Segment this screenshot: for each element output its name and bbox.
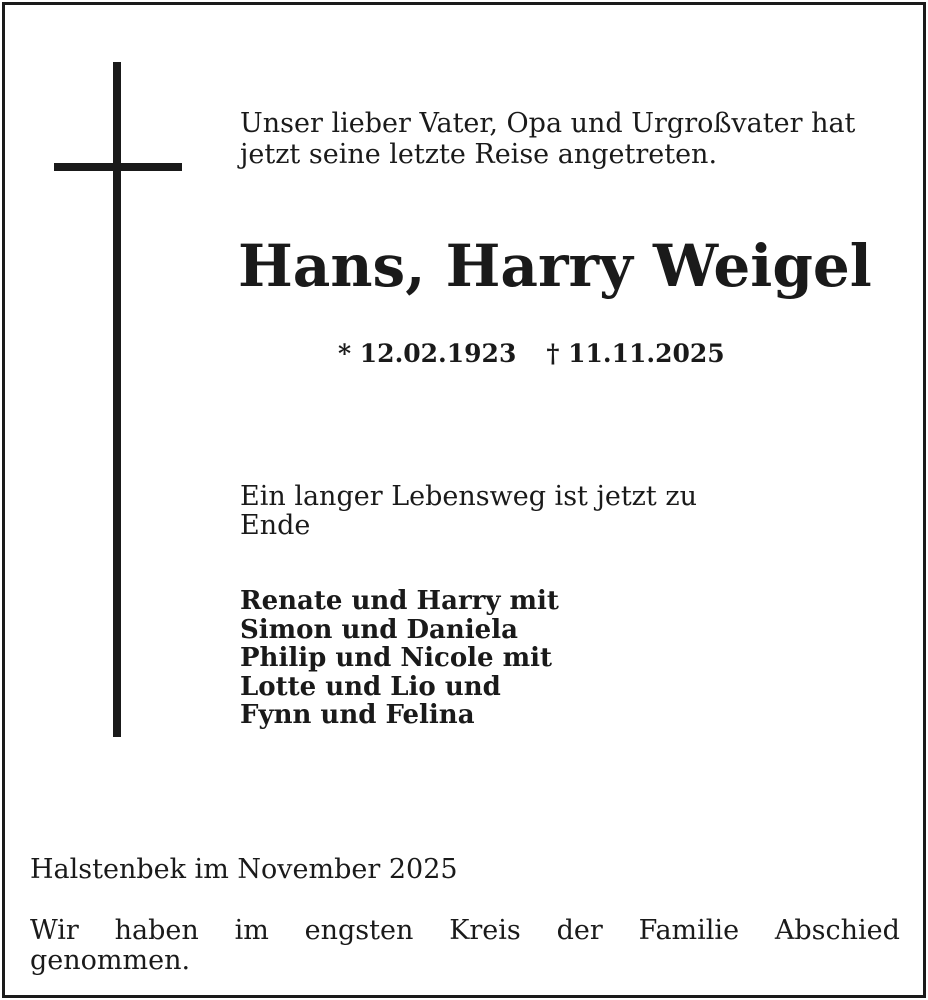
verse-line: Ein langer Lebensweg ist jetzt zu xyxy=(240,481,697,512)
family-signatures xyxy=(240,587,559,730)
family-line: Simon und Daniela xyxy=(240,614,518,645)
death-date: † 11.11.2025 xyxy=(546,339,725,368)
closing-word: Familie xyxy=(638,915,740,946)
verse xyxy=(240,482,697,540)
place-and-date: Halstenbek im November 2025 xyxy=(30,854,458,885)
closing-word: engsten xyxy=(304,915,414,946)
closing-word: der xyxy=(556,915,603,946)
intro-text xyxy=(240,108,900,170)
life-dates xyxy=(338,338,725,370)
family-line: Fynn und Felina xyxy=(240,700,475,730)
closing-note xyxy=(30,916,900,976)
intro-line: jetzt seine letzte Reise angetreten. xyxy=(240,139,718,170)
deceased-name: Hans, Harry Weigel xyxy=(238,232,872,300)
closing-line-1 xyxy=(30,916,900,946)
verse-line: Ende xyxy=(240,510,311,541)
intro-line: Unser lieber Vater, Opa und Urgroßvater hat xyxy=(240,108,856,139)
family-line: Renate und Harry mit xyxy=(240,586,559,616)
cross-icon-bar xyxy=(54,163,182,171)
closing-word: Abschied xyxy=(774,915,900,946)
closing-word: Kreis xyxy=(449,915,521,946)
closing-word: haben xyxy=(114,915,199,946)
family-line: Lotte und Lio und xyxy=(240,671,501,702)
birth-date: * 12.02.1923 xyxy=(338,339,517,368)
closing-word: im xyxy=(234,915,269,946)
closing-word: Wir xyxy=(30,915,79,946)
family-line: Philip und Nicole mit xyxy=(240,643,553,673)
closing-line-2: genommen. xyxy=(30,945,191,976)
